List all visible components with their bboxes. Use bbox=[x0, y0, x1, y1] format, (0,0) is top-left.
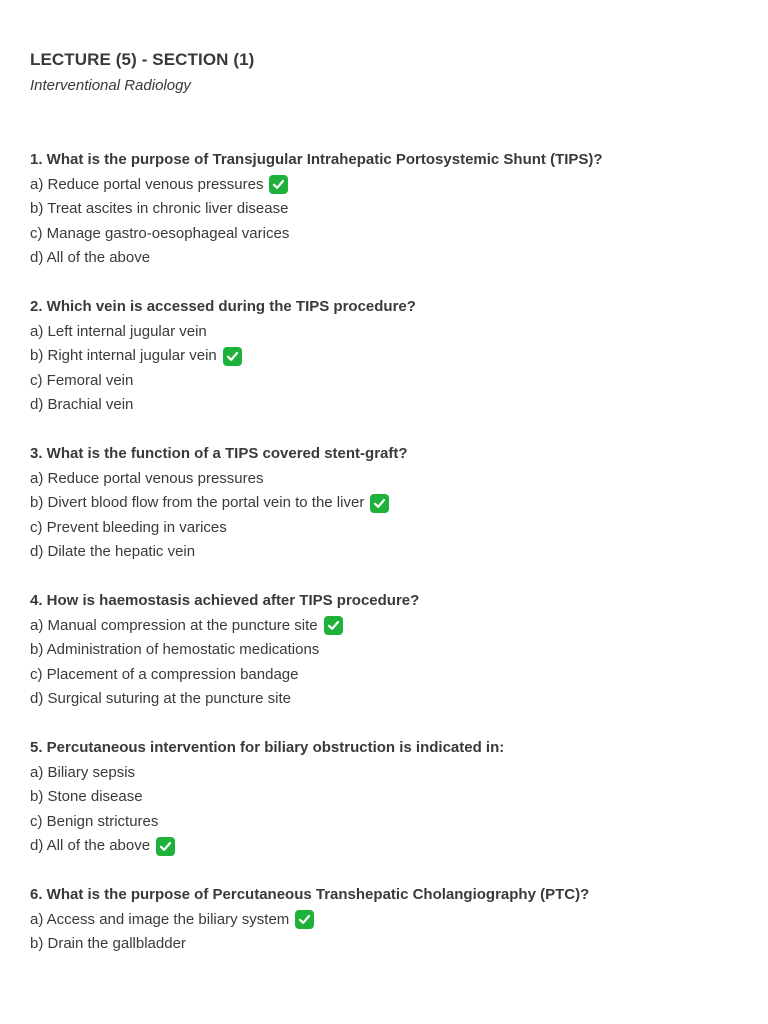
answer-option-label: a) Left internal jugular vein bbox=[30, 322, 207, 340]
answer-option-label: d) All of the above bbox=[30, 837, 151, 854]
question-text: 5. Percutaneous intervention for biliary obstruction is indicated in: bbox=[30, 739, 505, 756]
answer-option-label: c) Benign strictures bbox=[30, 812, 159, 830]
answer-option-label: a) Biliary sepsis bbox=[30, 763, 136, 781]
answer-option bbox=[30, 173, 748, 198]
answer-option-label: b) Treat ascites in chronic liver disease bbox=[30, 200, 289, 217]
answer-option bbox=[30, 638, 748, 663]
question-2 bbox=[30, 295, 748, 418]
answer-option-label: c) Placement of a compression bandage bbox=[30, 665, 299, 683]
answer-option bbox=[30, 344, 748, 369]
answer-option-label: b) Divert blood flow from the portal vein to the liver bbox=[30, 494, 365, 511]
answer-option bbox=[30, 785, 748, 810]
answer-option bbox=[30, 467, 748, 492]
question-list bbox=[30, 148, 748, 957]
question-text: 6. What is the purpose of Percutaneous Transhepatic Cholangiography (PTC)? bbox=[30, 886, 590, 903]
answer-option bbox=[30, 540, 748, 565]
answer-option-label: d) All of the above bbox=[30, 249, 151, 266]
question-text: 4. How is haemostasis achieved after TIPS procedure? bbox=[30, 592, 420, 609]
answer-option bbox=[30, 393, 748, 418]
page-title: LECTURE (5) - SECTION (1) bbox=[30, 50, 255, 69]
answer-option-label: a) Reduce portal venous pressures bbox=[30, 175, 264, 193]
answer-option bbox=[30, 246, 748, 271]
question-text: 1. What is the purpose of Transjugular Intrahepatic Portosystemic Shunt (TIPS)? bbox=[30, 151, 603, 168]
check-mark-button-icon bbox=[295, 910, 314, 929]
page-subtitle: Interventional Radiology bbox=[30, 77, 191, 94]
answer-option-label: c) Prevent bleeding in varices bbox=[30, 518, 227, 536]
answer-option bbox=[30, 932, 748, 957]
answer-option-label: b) Drain the gallbladder bbox=[30, 935, 186, 952]
check-mark-button-icon bbox=[156, 837, 175, 856]
question-5 bbox=[30, 736, 748, 859]
question-6 bbox=[30, 883, 748, 957]
answer-option-label: b) Right internal jugular vein bbox=[30, 347, 217, 364]
answer-option-label: b) Administration of hemostatic medications bbox=[30, 641, 320, 658]
question-text: 3. What is the function of a TIPS covered stent-graft? bbox=[30, 445, 408, 462]
answer-option-label: a) Manual compression at the puncture site bbox=[30, 616, 318, 634]
answer-option bbox=[30, 369, 748, 394]
answer-option bbox=[30, 197, 748, 222]
question-4 bbox=[30, 589, 748, 712]
answer-option-label: a) Reduce portal venous pressures bbox=[30, 469, 264, 487]
answer-option bbox=[30, 908, 748, 933]
check-mark-button-icon bbox=[324, 616, 343, 635]
answer-option bbox=[30, 761, 748, 786]
check-mark-button-icon bbox=[370, 494, 389, 513]
question-3 bbox=[30, 442, 748, 565]
answer-option-label: b) Stone disease bbox=[30, 788, 143, 805]
answer-option bbox=[30, 491, 748, 516]
answer-option bbox=[30, 663, 748, 688]
answer-option bbox=[30, 834, 748, 859]
answer-option-label: a) Access and image the biliary system bbox=[30, 910, 290, 928]
check-mark-button-icon bbox=[269, 175, 288, 194]
answer-option-label: c) Manage gastro-oesophageal varices bbox=[30, 224, 290, 242]
document-page bbox=[30, 48, 748, 981]
answer-option bbox=[30, 320, 748, 345]
answer-option bbox=[30, 222, 748, 247]
answer-option bbox=[30, 687, 748, 712]
answer-option bbox=[30, 516, 748, 541]
answer-option bbox=[30, 810, 748, 835]
answer-option-label: d) Brachial vein bbox=[30, 396, 134, 413]
answer-option-label: c) Femoral vein bbox=[30, 371, 134, 389]
answer-option-label: d) Dilate the hepatic vein bbox=[30, 543, 196, 560]
answer-option bbox=[30, 614, 748, 639]
question-text: 2. Which vein is accessed during the TIPS procedure? bbox=[30, 298, 416, 315]
check-mark-button-icon bbox=[223, 347, 242, 366]
answer-option-label: d) Surgical suturing at the puncture site bbox=[30, 690, 291, 707]
question-1 bbox=[30, 148, 748, 271]
